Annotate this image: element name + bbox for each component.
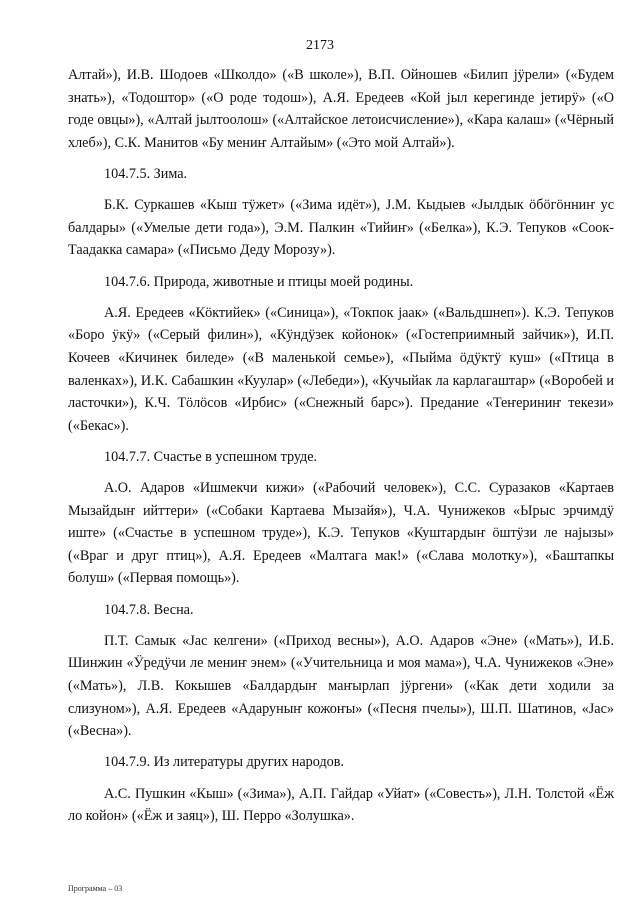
section-heading: 104.7.9. Из литературы других народов. [104, 754, 345, 771]
paragraph: Б.К. Суркашев «Кыш тӱжет» («Зима идёт»), J.М. Кыдыев «Јылдык ӧбӧгӧнниҥ ус балдары» («Умелые дети года»), Э.М. Палкин «Тийиҥ» («Белка»), К.Э. Тепуков «Соок-Таадакка самара» («Письмо Деду Морозу»). [68, 197, 614, 259]
paragraph: П.Т. Самык «Јас келгени» («Приход весны»), А.О. Адаров «Эне» («Мать»), И.Б. Шинжин «Ӱредӱчи ле мениҥ энем» («Учительница и моя мама»), Ч.А. Чунижеков «Эне» («Мать»), Л.В. Кокышев «Балдардыҥ маҥырлап јӱргени» («Как дети ходили за слизуном»), А.Я. Ередеев «Адаруныҥ кожоҥы» («Песня пчелы»), Ш.П. Шатинов, «Јас» («Весна»). [68, 632, 614, 740]
section-heading: 104.7.5. Зима. [104, 165, 188, 182]
footer-label: Программа – 03 [68, 884, 123, 893]
section-heading: 104.7.8. Весна. [104, 601, 194, 618]
paragraph: А.С. Пушкин «Кыш» («Зима»), А.П. Гайдар «Уйат» («Совесть»), Л.Н. Толстой «Ёж ло койон» («Ёж и заяц»), Ш. Перро «Золушка». [68, 785, 614, 825]
page-number: 2173 [306, 38, 334, 53]
document-body [68, 64, 614, 836]
section-heading: 104.7.6. Природа, животные и птицы моей родины. [104, 273, 414, 290]
paragraph: А.О. Адаров «Ишмекчи кижи» («Рабочий человек»), С.С. Суразаков «Картаев Мызайдыҥ ийттери» («Собаки Картаева Мызайя»), Ч.А. Чунижеков «Ырыс эрчимдӱ иште» («Счастье в успешном труде»), К.Э. Тепуков «Куштардыҥ ӧштӱзи ле најызы» («Враг и друг птиц»), А.Я. Ередеев «Малтага мак!» («Слава молотку»), «Баштапкы болуш» («Первая помощь»). [68, 480, 614, 587]
paragraph: А.Я. Ередеев «Кӧктийек» («Синица»), «Токпок јаак» («Вальдшнеп»). К.Э. Тепуков «Боро ӱкӱ» («Серый филин»), «Кӱндӱзек койонок» («Гостеприимный зайчик»), И.П. Кочеев «Кичинек биледе» («В маленькой семье»), «Пыйма ӧдӱктӱ куш» («Птица в валенках»), И.К. Сабашкин «Куулар» («Лебеди»), «Кучыйак ла карлагаштар» («Воробей и ласточки»), К.Ч. Тӧлӧсов «Ирбис» («Снежный барс»). Предание «Теҥериниҥ текези» («Бекас»). [68, 304, 614, 434]
paragraph: Алтай»), И.В. Шодоев «Школдо» («В школе»), В.П. Ойношев «Билип јӱрели» («Будем знать»), «Тодоштор» («О роде тодош»), А.Я. Ередеев «Кой јыл керегинде јетирӱ» («О годе овцы»), «Алтай јылтоолош» («Алтайское летоисчисление»), «Кара калаш» («Чёрный хлеб»), С.К. Манитов «Бу мениҥ Алтайым» («Это мой Алтай»). [68, 67, 614, 151]
section-heading: 104.7.7. Счастье в успешном труде. [104, 448, 318, 465]
